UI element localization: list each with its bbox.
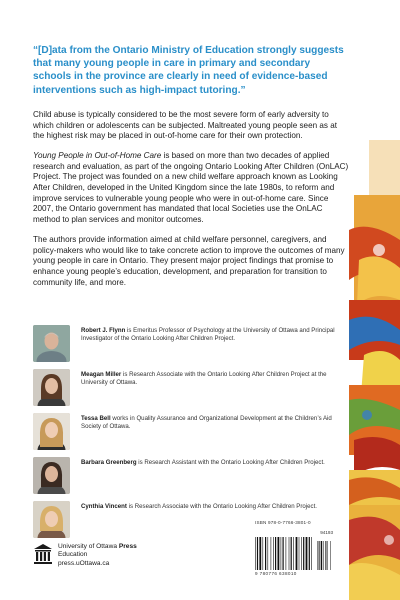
publisher-block bbox=[33, 540, 233, 580]
author-list bbox=[33, 325, 349, 545]
barcode-bar bbox=[309, 537, 310, 570]
barcode-bar bbox=[303, 537, 304, 570]
author-bio-text: is Research Associate with the Ontario Looking After Children Project at the University of Ottawa. bbox=[81, 371, 327, 387]
author-name: Robert J. Flynn bbox=[81, 327, 126, 334]
barcode-number: 9 780776 638010 bbox=[255, 571, 297, 576]
author-bio-text: works in Quality Assurance and Organizational Development at the Children’s Aid Society of Ottawa. bbox=[81, 415, 332, 431]
isbn-label: ISBN 978-0-7766-3801-0 bbox=[255, 520, 311, 525]
publisher-text bbox=[58, 543, 137, 568]
author-entry bbox=[33, 325, 349, 365]
barcode-bar bbox=[263, 537, 264, 570]
author-name: Tessa Bell bbox=[81, 415, 111, 422]
addon-bar bbox=[325, 541, 326, 570]
barcode-bar bbox=[275, 537, 276, 570]
book-title: Young People in Out-of-Home Care bbox=[33, 150, 162, 160]
author-name: Meagan Miller bbox=[81, 371, 122, 378]
author-photo bbox=[33, 369, 70, 406]
isbn-barcode bbox=[253, 520, 335, 580]
portrait-icon bbox=[33, 457, 70, 494]
portrait-icon bbox=[33, 501, 70, 538]
barcode-bar bbox=[306, 537, 308, 570]
barcode-bar bbox=[255, 537, 256, 570]
barcode-bar bbox=[278, 537, 280, 570]
author-name: Barbara Greenberg bbox=[81, 459, 137, 466]
abstract-painting-strip bbox=[349, 0, 400, 600]
barcode-bars bbox=[255, 537, 333, 570]
author-photo bbox=[33, 413, 70, 450]
author-photo bbox=[33, 457, 70, 494]
barcode-bar bbox=[257, 537, 258, 570]
addon-bar bbox=[323, 541, 324, 570]
barcode-bar bbox=[268, 537, 269, 570]
barcode-bar bbox=[301, 537, 302, 570]
portrait-icon bbox=[33, 369, 70, 406]
barcode-bar bbox=[296, 537, 298, 570]
addon-bar bbox=[321, 541, 323, 570]
publisher-url[interactable]: press.uOttawa.ca bbox=[58, 559, 110, 567]
barcode-bar bbox=[259, 537, 261, 570]
cover-blurb bbox=[33, 44, 349, 297]
author-bio-text: is Emeritus Professor of Psychology at the University of Ottawa and Principal Investigator of the Ontario Looking After Children Project. bbox=[81, 327, 335, 343]
author-photo bbox=[33, 325, 70, 362]
university-building-icon bbox=[33, 543, 53, 565]
author-bio-text: is Research Assistant with the Ontario Looking After Children Project. bbox=[136, 459, 325, 466]
intro-paragraph: Child abuse is typically considered to be the most severe form of early adversity to which children or adolescents can be subjected. Maltreated young people seen as at the highest risk may be placed in out-of-home care for their own protection. bbox=[33, 109, 337, 141]
barcode-bar bbox=[271, 537, 272, 570]
author-entry bbox=[33, 457, 349, 497]
author-bio bbox=[81, 327, 345, 343]
description-paragraph-text: is based on more than two decades of applied research and evaluation, as part of the ongoing Ontario Looking After Children (OnLAC) Project. The project was founded on a new child welfare approach known as Looking After Children, developed in the United Kingdom since the late 1980s, to reform and improve services to vulnerable young people who were in out-of-home care. Since 2007, the Ontario government has mandated that local Societies use the OnLAC method to plan services and monitor outcomes. bbox=[33, 150, 349, 225]
publisher-name-bold: Press bbox=[118, 543, 137, 550]
author-bio bbox=[81, 415, 345, 431]
pull-quote: “[D]ata from the Ontario Ministry of Education strongly suggests that many young people in care in primary and secondary schools in the province are clearly in need of evidence-based interventions such as high-impact tutoring.” bbox=[33, 45, 344, 96]
cover-artwork bbox=[349, 0, 400, 600]
portrait-icon bbox=[33, 413, 70, 450]
barcode-bar bbox=[273, 537, 274, 570]
author-photo bbox=[33, 501, 70, 538]
author-name: Cynthia Vincent bbox=[81, 503, 127, 510]
portrait-icon bbox=[33, 325, 70, 362]
barcode-bar bbox=[283, 537, 284, 570]
author-bio bbox=[81, 459, 345, 467]
barcode-bar bbox=[311, 537, 312, 570]
author-entry bbox=[33, 369, 349, 409]
barcode-bar bbox=[293, 537, 294, 570]
author-bio bbox=[81, 503, 345, 511]
barcode-bar bbox=[265, 537, 266, 570]
addon-bar bbox=[319, 541, 320, 570]
barcode-bar bbox=[299, 537, 300, 570]
author-bio bbox=[81, 371, 345, 387]
publisher-division: Education bbox=[58, 551, 88, 559]
price-code: 94193 bbox=[320, 530, 333, 535]
publisher-name-text: University of Ottawa bbox=[58, 543, 119, 550]
barcode-bar bbox=[281, 537, 282, 570]
barcode-bar bbox=[291, 537, 292, 570]
author-bio-text: is Research Associate with the Ontario Looking After Children Project. bbox=[126, 503, 317, 510]
barcode-bar bbox=[286, 537, 287, 570]
addon-bar bbox=[330, 541, 331, 570]
addon-bar bbox=[328, 541, 329, 570]
purpose-paragraph: The authors provide information aimed at child welfare personnel, caregivers, and policy-makers who would like to take concrete action to improve the outcomes of many young people in care in Ontario. They present major project findings that promise to enhance young people’s education, development, and preparation for transition to community life, and more. bbox=[33, 234, 345, 287]
author-entry bbox=[33, 413, 349, 453]
barcode-bar bbox=[289, 537, 290, 570]
addon-bar bbox=[317, 541, 318, 570]
publisher-name bbox=[58, 543, 137, 551]
description-paragraph bbox=[33, 151, 349, 226]
